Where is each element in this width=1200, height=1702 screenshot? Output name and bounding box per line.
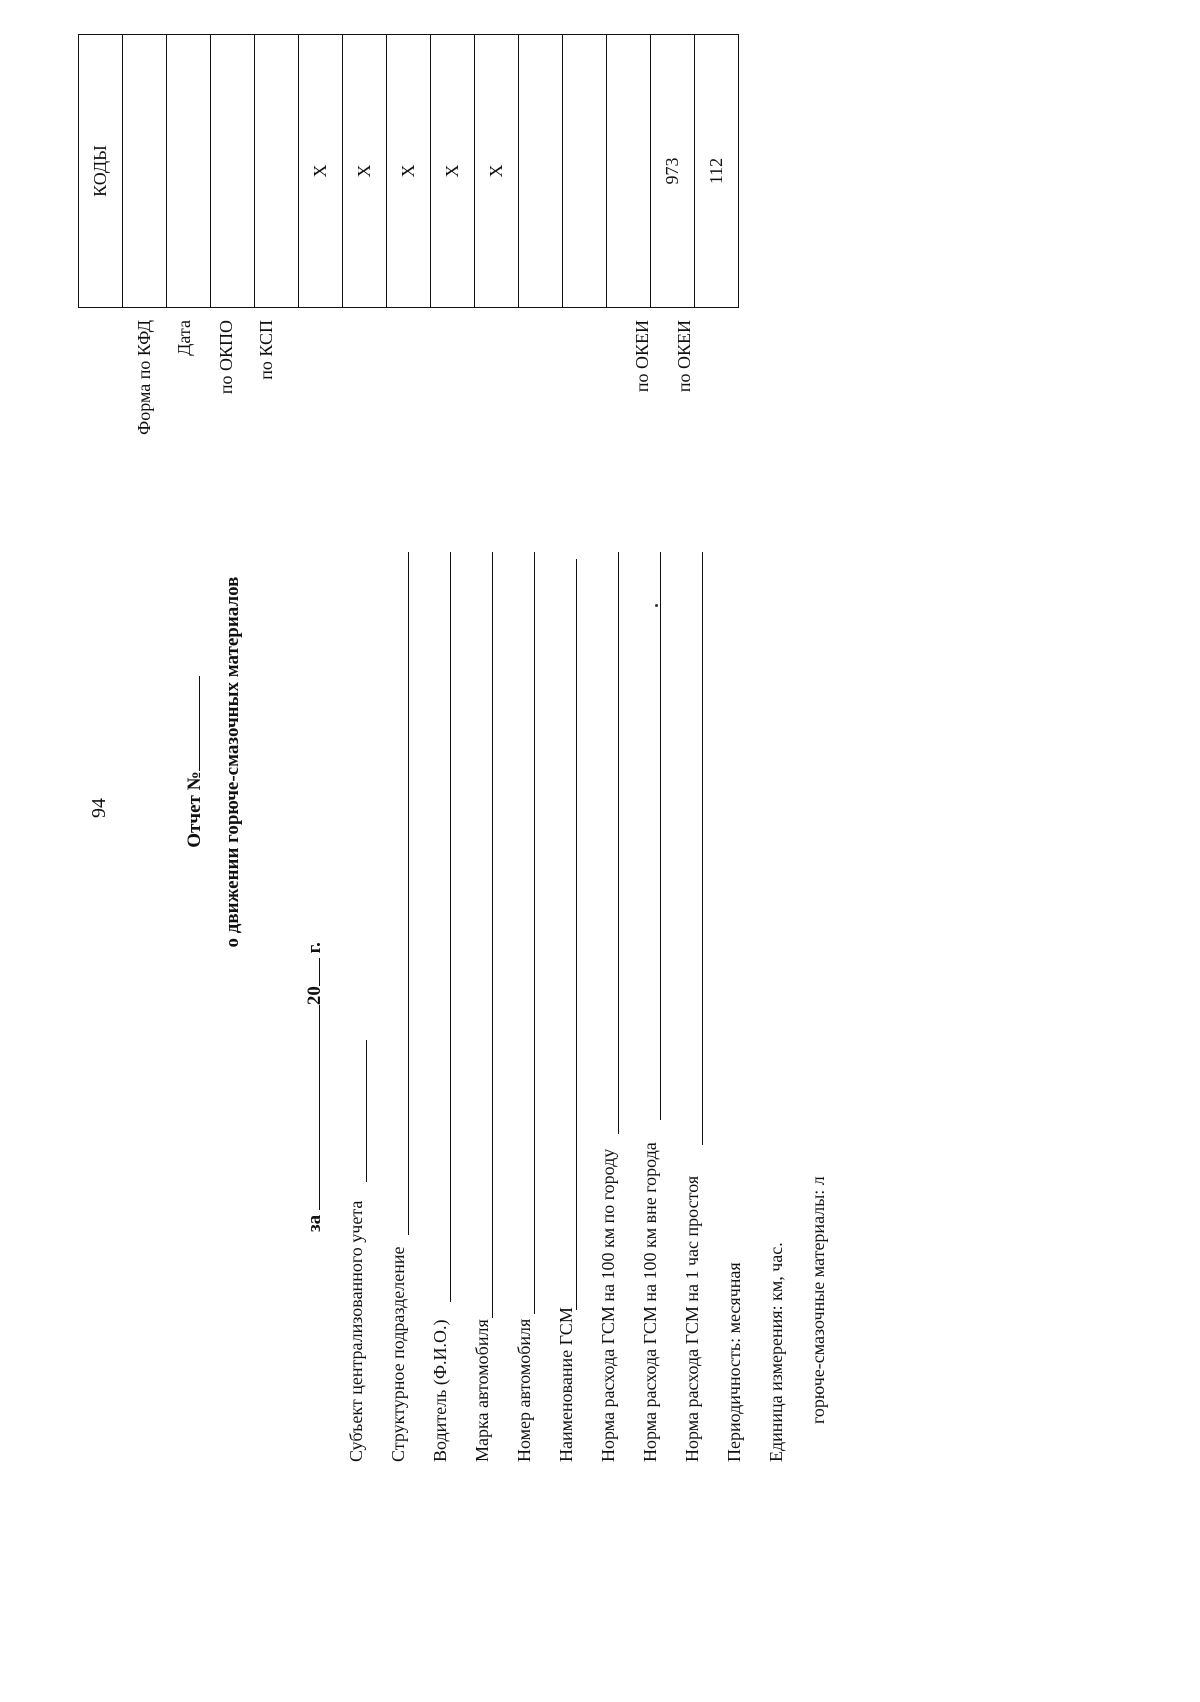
- field-line-fuel-name: [576, 559, 577, 1310]
- report-title: [184, 462, 206, 1062]
- info-units: Единица измерения: км, час.: [766, 1242, 786, 1462]
- code-cell-okei-973: 973: [651, 35, 695, 308]
- code-cell-empty-3: [607, 35, 651, 308]
- code-label-okei-2: по ОКЕИ: [674, 320, 694, 393]
- page-number: 94: [88, 798, 110, 818]
- code-cell-ksp: [255, 35, 299, 308]
- field-label-fuel-name: Наименование ГСМ: [556, 1307, 576, 1462]
- period-line: [304, 942, 326, 1232]
- info-periodicity: Периодичность: месячная: [724, 1262, 744, 1462]
- field-label-driver: Водитель (Ф.И.О.): [430, 1319, 450, 1462]
- field-line-subject: [366, 1040, 367, 1182]
- period-month-line: [318, 1005, 320, 1210]
- field-line-driver: [450, 552, 451, 1302]
- code-cell-empty-1: [519, 35, 563, 308]
- code-label-date: Дата: [174, 320, 194, 356]
- period-prefix: за: [304, 1214, 325, 1232]
- code-cell-x3: Х: [387, 35, 431, 308]
- codes-header: КОДЫ: [79, 35, 123, 308]
- field-label-norm-city: Норма расхода ГСМ на 100 км по городу: [598, 1148, 618, 1462]
- report-title-text: Отчет №: [184, 771, 205, 848]
- code-cell-okpo: [211, 35, 255, 308]
- scan-speck: [655, 604, 658, 607]
- info-fuel-units: горюче-смазочные материалы: л: [808, 1176, 828, 1424]
- report-subtitle: о движении горюче-смазочных материалов: [222, 576, 243, 948]
- report-number-line: [198, 676, 200, 771]
- code-cell-okei-112: 112: [695, 35, 739, 308]
- code-label-okpo: по ОКПО: [216, 320, 236, 395]
- field-line-norm-out-city: [660, 552, 661, 1120]
- field-line-norm-city: [618, 552, 619, 1134]
- period-year-line: [318, 958, 320, 986]
- field-label-car-brand: Марка автомобиля: [472, 1319, 492, 1462]
- field-label-norm-idle: Норма расхода ГСМ на 1 час простоя: [682, 1175, 702, 1462]
- field-label-subject: Субъект централизованного учета: [346, 1200, 366, 1462]
- period-year-prefix: 20: [304, 986, 325, 1006]
- code-cell-x2: Х: [343, 35, 387, 308]
- code-cell-date: [167, 35, 211, 308]
- code-label-ksp: по КСП: [256, 320, 276, 380]
- field-line-department: [408, 552, 409, 1235]
- field-label-car-number: Номер автомобиля: [514, 1318, 534, 1462]
- code-cell-x4: Х: [431, 35, 475, 308]
- code-label-okei-1: по ОКЕИ: [632, 320, 652, 393]
- codes-table: [78, 34, 739, 308]
- field-line-norm-idle: [702, 552, 703, 1145]
- field-label-department: Структурное подразделение: [388, 1246, 408, 1462]
- code-cell-x1: Х: [299, 35, 343, 308]
- code-cell-empty-2: [563, 35, 607, 308]
- field-line-car-number: [534, 552, 535, 1314]
- code-cell-kfd: [123, 35, 167, 308]
- period-year-suffix: г.: [304, 942, 325, 954]
- code-cell-x5: Х: [475, 35, 519, 308]
- code-label-kfd: Форма по КФД: [134, 320, 154, 435]
- field-label-norm-out-city: Норма расхода ГСМ на 100 км вне города: [640, 1142, 660, 1462]
- field-line-car-brand: [492, 552, 493, 1318]
